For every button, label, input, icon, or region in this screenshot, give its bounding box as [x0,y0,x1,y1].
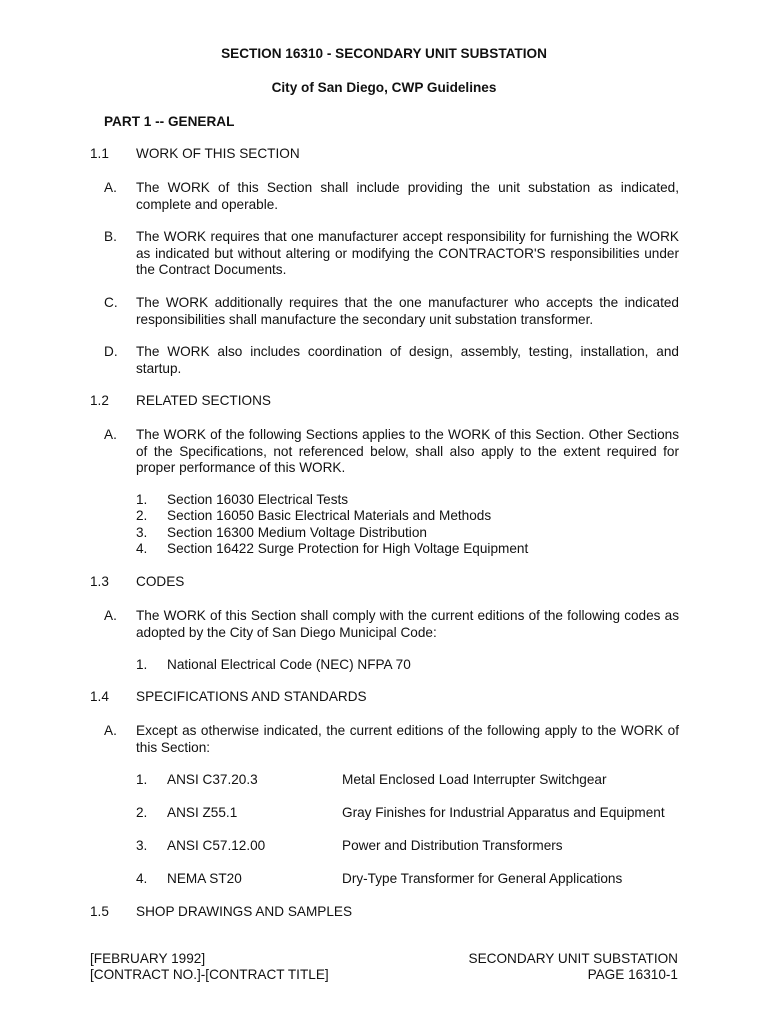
list-number: 4. [136,541,148,556]
list-number: 3. [136,525,148,540]
item-text: Except as otherwise indicated, the current editions of the following apply to the WORK of this Section: [136,723,679,755]
section-number-1-3: 1.3 [90,574,109,589]
list-item: Section 16030 Electrical Tests [167,492,349,507]
list-item: Section 16300 Medium Voltage Distribution [167,525,427,540]
list-item: National Electrical Code (NEC) NFPA 70 [167,657,411,672]
section-heading-1-3: CODES [136,574,185,589]
standard-description: Gray Finishes for Industrial Apparatus and Equipment [342,805,665,820]
section-heading-1-4: SPECIFICATIONS AND STANDARDS [136,689,367,704]
footer-date: [FEBRUARY 1992] [90,951,206,966]
item-text: The WORK of the following Sections applies to the WORK of this Section. Other Sections of the Specifications, not referenced below, shall also apply to the extent required for proper performance of this WORK. [136,427,679,475]
item-text: The WORK additionally requires that the one manufacturer who accepts the indicated responsibilities shall manufacture the secondary unit substation transformer. [136,295,679,327]
section-heading-1-5: SHOP DRAWINGS AND SAMPLES [136,904,353,919]
section-heading-1-2: RELATED SECTIONS [136,393,271,408]
standard-description: Metal Enclosed Load Interrupter Switchgear [342,772,607,787]
section-number-1-4: 1.4 [90,689,109,704]
item-letter: C. [104,295,118,310]
standard-code: ANSI C57.12.00 [167,838,266,853]
list-number: 4. [136,871,148,886]
document-subtitle: City of San Diego, CWP Guidelines [271,80,497,95]
item-letter: A. [104,180,117,195]
list-number: 1. [136,657,148,672]
standard-description: Dry-Type Transformer for General Applications [342,871,623,886]
standard-code: NEMA ST20 [167,871,242,886]
list-number: 1. [136,772,148,787]
list-number: 2. [136,805,148,820]
item-text: The WORK also includes coordination of design, assembly, testing, installation, and startup. [136,344,679,376]
item-text: The WORK requires that one manufacturer accept responsibility for furnishing the WORK as indicated but without altering or modifying the CONTRACTOR'S responsibilities under the Contract Documents. [136,229,679,277]
section-title: SECTION 16310 - SECONDARY UNIT SUBSTATION [221,46,547,61]
item-letter: A. [104,427,117,442]
footer-section-name: SECONDARY UNIT SUBSTATION [468,951,678,966]
list-number: 2. [136,508,148,523]
item-letter: A. [104,608,117,623]
item-text: The WORK of this Section shall include providing the unit substation as indicated, complete and operable. [136,180,679,212]
standard-code: ANSI C37.20.3 [167,772,258,787]
item-letter: B. [104,229,117,244]
standard-description: Power and Distribution Transformers [342,838,563,853]
section-number-1-2: 1.2 [90,393,109,408]
list-item: Section 16050 Basic Electrical Materials and Methods [167,508,492,523]
standard-code: ANSI Z55.1 [167,805,238,820]
item-letter: A. [104,723,117,738]
list-number: 1. [136,492,148,507]
item-letter: D. [104,344,118,359]
list-item: Section 16422 Surge Protection for High Voltage Equipment [167,541,529,556]
footer-page-number: PAGE 16310-1 [587,967,678,982]
item-text: The WORK of this Section shall comply with the current editions of the following codes as adopted by the City of San Diego Municipal Code: [136,608,679,640]
section-number-1-1: 1.1 [90,146,109,161]
footer-contract: [CONTRACT NO.]-[CONTRACT TITLE] [90,967,329,982]
part-heading: PART 1 -- GENERAL [104,114,235,129]
list-number: 3. [136,838,148,853]
section-number-1-5: 1.5 [90,904,109,919]
section-heading-1-1: WORK OF THIS SECTION [136,146,300,161]
